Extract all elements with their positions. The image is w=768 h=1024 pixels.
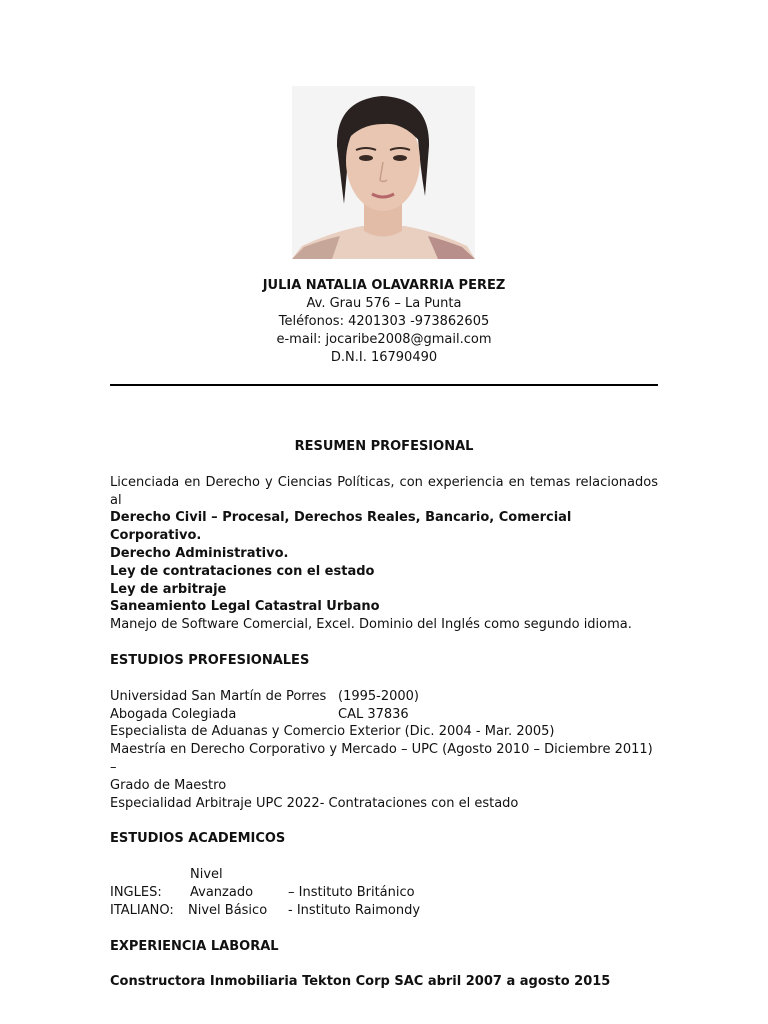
university-years: (1995-2000) (338, 688, 420, 704)
masters-degree: Grado de Maestro (110, 777, 227, 793)
language-level: Nivel Avanzado (190, 867, 254, 900)
summary-area: Saneamiento Legal Catastral Urbano (110, 599, 380, 615)
phones: Teléfonos: 4201303 -973862605 (278, 314, 490, 329)
language-name: INGLES: (110, 884, 162, 900)
academic-studies-title: ESTUDIOS ACADEMICOS (110, 831, 286, 847)
language-row (110, 866, 658, 902)
summary-skills: Manejo de Software Comercial, Excel. Dominio del Inglés como segundo idioma. (110, 617, 632, 633)
customs-line: Especialista de Aduanas y Comercio Exterior (Dic. 2004 - Mar. 2005) (110, 724, 555, 740)
university-line (110, 688, 658, 706)
email: e-mail: jocaribe2008@gmail.com (276, 332, 492, 347)
summary-area: Derecho Civil – Procesal, Derechos Reales, Bancario, Comercial Corporativo. (110, 510, 572, 544)
dni: D.N.I. 16790490 (330, 350, 438, 365)
language-row (110, 902, 658, 920)
candidate-name: JULIA NATALIA OLAVARRIA PEREZ (262, 278, 506, 293)
first-job: Constructora Inmobiliaria Tekton Corp SAC abril 2007 a agosto 2015 (110, 974, 611, 990)
experience-title: EXPERIENCIA LABORAL (110, 938, 279, 954)
masters-line: Maestría en Derecho Corporativo y Mercado – UPC (Agosto 2010 – Diciembre 2011) – (110, 742, 653, 775)
summary-title: RESUMEN PROFESIONAL (294, 439, 474, 454)
contact-header (110, 277, 658, 367)
header-divider (110, 384, 658, 386)
university-name: Universidad San Martín de Porres (110, 688, 327, 704)
portrait-image (292, 86, 475, 259)
language-name: ITALIANO: (110, 902, 174, 918)
language-institute: – Instituto Británico (288, 884, 415, 900)
language-level: Nivel Básico (188, 902, 268, 918)
language-institute: - Instituto Raimondy (288, 902, 421, 918)
bar-status: Abogada Colegiada (110, 706, 237, 722)
resume-body (110, 438, 658, 991)
summary-area: Derecho Administrativo. (110, 545, 289, 561)
profile-photo (292, 86, 475, 259)
professional-studies-title: ESTUDIOS PROFESIONALES (110, 652, 310, 668)
summary-intro: Licenciada en Derecho y Ciencias Políticas, con experiencia en temas relacionados al (110, 474, 658, 508)
address: Av. Grau 576 – La Punta (306, 296, 462, 311)
arbitration-line: Especialidad Arbitraje UPC 2022- Contrataciones con el estado (110, 795, 519, 811)
bar-number: CAL 37836 (338, 706, 409, 722)
summary-area: Ley de arbitraje (110, 581, 227, 597)
bar-line (110, 706, 658, 724)
summary-area: Ley de contrataciones con el estado (110, 563, 375, 579)
